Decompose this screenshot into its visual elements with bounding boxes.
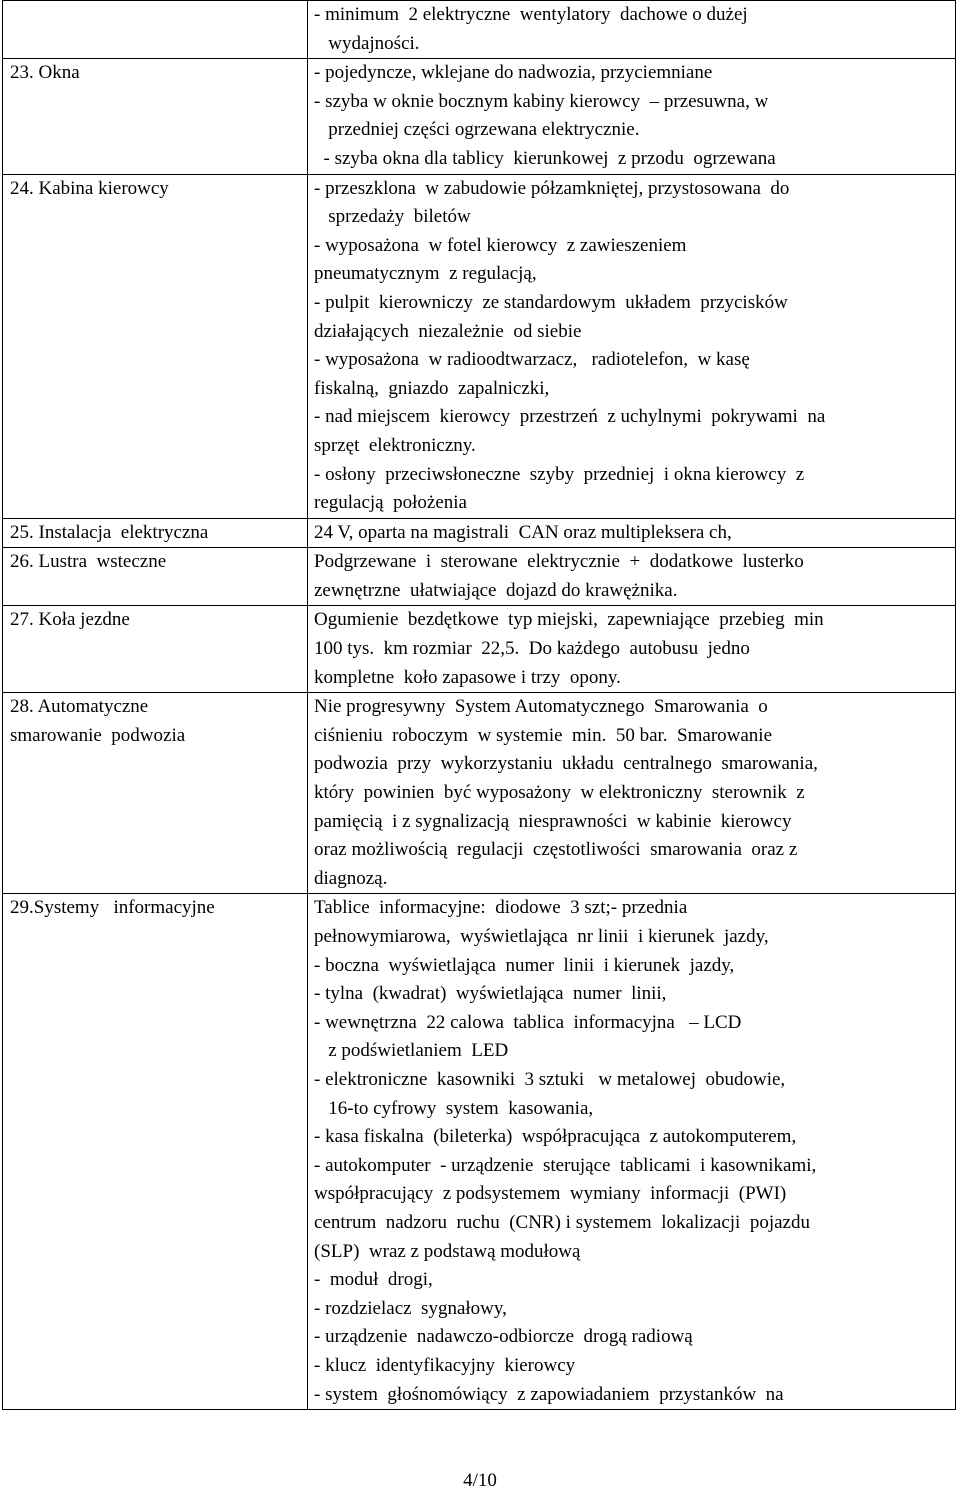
desc-line: regulacją położenia [314, 492, 467, 514]
desc-line: przedniej części ogrzewana elektrycznie. [314, 119, 640, 141]
item-desc-cell [308, 1, 956, 59]
desc-line: ciśnieniu roboczym w systemie min. 50 bar. Smarowanie [314, 724, 773, 746]
desc-line: Tablice informacyjne: diodowe 3 szt;- przednia [314, 897, 688, 919]
desc-line: - autokomputer - urządzenie sterujące tablicami i kasownikami, [314, 1154, 817, 1176]
desc-line: - klucz identyfikacyjny kierowcy [314, 1354, 576, 1376]
item-name: 29.Systemy informacyjne [10, 897, 215, 919]
desc-line: - system głośnomówiący z zapowiadaniem przystanków na [314, 1383, 784, 1405]
item-name-cell [3, 518, 308, 548]
desc-line: pełnowymiarowa, wyświetlająca nr linii i kierunek jazdy, [314, 926, 769, 947]
specification-table [2, 0, 956, 1410]
desc-line: diagnozą. [314, 867, 388, 889]
item-desc-cell [308, 59, 956, 174]
desc-line: 16-to cyfrowy system kasowania, [314, 1097, 594, 1119]
item-name-cell [3, 174, 308, 518]
desc-line: Nie progresywny System Automatycznego Smarowania o [314, 696, 768, 718]
desc-line: sprzedaży biletów [314, 206, 471, 228]
specification-table-body [3, 1, 956, 1410]
desc-line: - wyposażona w fotel kierowcy z zawieszeniem [314, 234, 687, 256]
item-name: smarowanie podwozia [10, 724, 186, 746]
desc-line: 24 V, oparta na magistrali CAN oraz multipleksera ch, [314, 521, 732, 543]
desc-line: - szyba okna dla tablicy kierunkowej z przodu ogrzewana [314, 147, 776, 169]
desc-line: kompletne koło zapasowe i trzy opony. [314, 666, 621, 688]
desc-line: - wyposażona w radioodtwarzacz, radiotelefon, w kasę [314, 349, 750, 371]
desc-line: - pojedyncze, wklejane do nadwozia, przyciemniane [314, 62, 713, 84]
table-row [3, 606, 956, 693]
desc-line: - elektroniczne kasowniki 3 sztuki w metalowej obudowie, [314, 1068, 786, 1090]
desc-line: centrum nadzoru ruchu (CNR) i systemem lokalizacji pojazdu [314, 1211, 810, 1233]
desc-line: - boczna wyświetlająca numer linii i kierunek jazdy, [314, 954, 735, 976]
desc-line: oraz możliwością regulacji częstotliwości smarowania oraz z [314, 839, 798, 861]
item-name-cell [3, 606, 308, 693]
desc-line: - osłony przeciwsłoneczne szyby przedniej i okna kierowcy z [314, 463, 805, 485]
desc-line: - tylna (kwadrat) wyświetlająca numer linii, [314, 983, 667, 1005]
desc-line: - nad miejscem kierowcy przestrzeń z uchylnymi pokrywami na [314, 406, 826, 428]
item-name: 24. Kabina kierowcy [10, 177, 169, 199]
item-name: 23. Okna [10, 62, 80, 84]
desc-line: sprzęt elektroniczny. [314, 434, 476, 456]
desc-line: Podgrzewane i sterowane elektrycznie + dodatkowe lusterko [314, 551, 804, 573]
desc-line: wydajności. [314, 32, 420, 54]
item-desc-cell [308, 894, 956, 1410]
page-number: 4/10 [463, 1470, 497, 1491]
desc-line: - pulpit kierowniczy ze standardowym układem przycisków [314, 291, 788, 313]
item-name-cell [3, 1, 308, 59]
table-row [3, 894, 956, 1410]
desc-line: podwozia przy wykorzystaniu układu centralnego smarowania, [314, 753, 818, 775]
table-row [3, 693, 956, 894]
desc-line: współpracujący z podsystemem wymiany informacji (PWI) [314, 1183, 787, 1205]
desc-line: Ogumienie bezdętkowe typ miejski, zapewniające przebieg min [314, 609, 824, 631]
desc-line: 100 tys. km rozmiar 22,5. Do każdego autobusu jedno [314, 638, 750, 660]
desc-line: - rozdzielacz sygnałowy, [314, 1297, 507, 1319]
table-row [3, 548, 956, 606]
table-row [3, 1, 956, 59]
item-desc-cell [308, 174, 956, 518]
item-name: 27. Koła jezdne [10, 609, 130, 631]
desc-line: (SLP) wraz z podstawą modułową [314, 1240, 581, 1262]
item-name: 28. Automatyczne [10, 696, 149, 718]
desc-line: - szyba w oknie bocznym kabiny kierowcy – przesuwna, w [314, 90, 769, 112]
item-name: 26. Lustra wsteczne [10, 551, 167, 573]
desc-line: działających niezależnie od siebie [314, 320, 582, 342]
item-desc-cell [308, 518, 956, 548]
desc-line: - przeszklona w zabudowie półzamkniętej, przystosowana do [314, 177, 790, 199]
desc-line: - moduł drogi, [314, 1269, 433, 1291]
desc-line: zewnętrzne ułatwiające dojazd do krawężnika. [314, 579, 678, 601]
desc-line: - kasa fiskalna (bileterka) współpracująca z autokomputerem, [314, 1126, 797, 1148]
item-name-cell [3, 548, 308, 606]
item-name-cell [3, 894, 308, 1410]
desc-line: - urządzenie nadawczo-odbiorcze drogą radiową [314, 1326, 693, 1348]
item-name: 25. Instalacja elektryczna [10, 521, 209, 543]
desc-line: - minimum 2 elektryczne wentylatory dachowe o dużej [314, 4, 748, 25]
table-row [3, 59, 956, 174]
item-desc-cell [308, 606, 956, 693]
desc-line: pneumatycznym z regulacją, [314, 263, 537, 285]
desc-line: - wewnętrzna 22 calowa tablica informacyjna – LCD [314, 1011, 742, 1033]
desc-line: który powinien być wyposażony w elektroniczny sterownik z [314, 782, 805, 804]
desc-line: z podświetlaniem LED [314, 1040, 509, 1062]
table-row [3, 174, 956, 518]
item-desc-cell [308, 548, 956, 606]
item-name-cell [3, 693, 308, 894]
item-desc-cell [308, 693, 956, 894]
desc-line: fiskalną, gniazdo zapalniczki, [314, 377, 550, 399]
item-name-cell [3, 59, 308, 174]
desc-line: pamięcią i z sygnalizacją niesprawności w kabinie kierowcy [314, 810, 792, 832]
table-row [3, 518, 956, 548]
